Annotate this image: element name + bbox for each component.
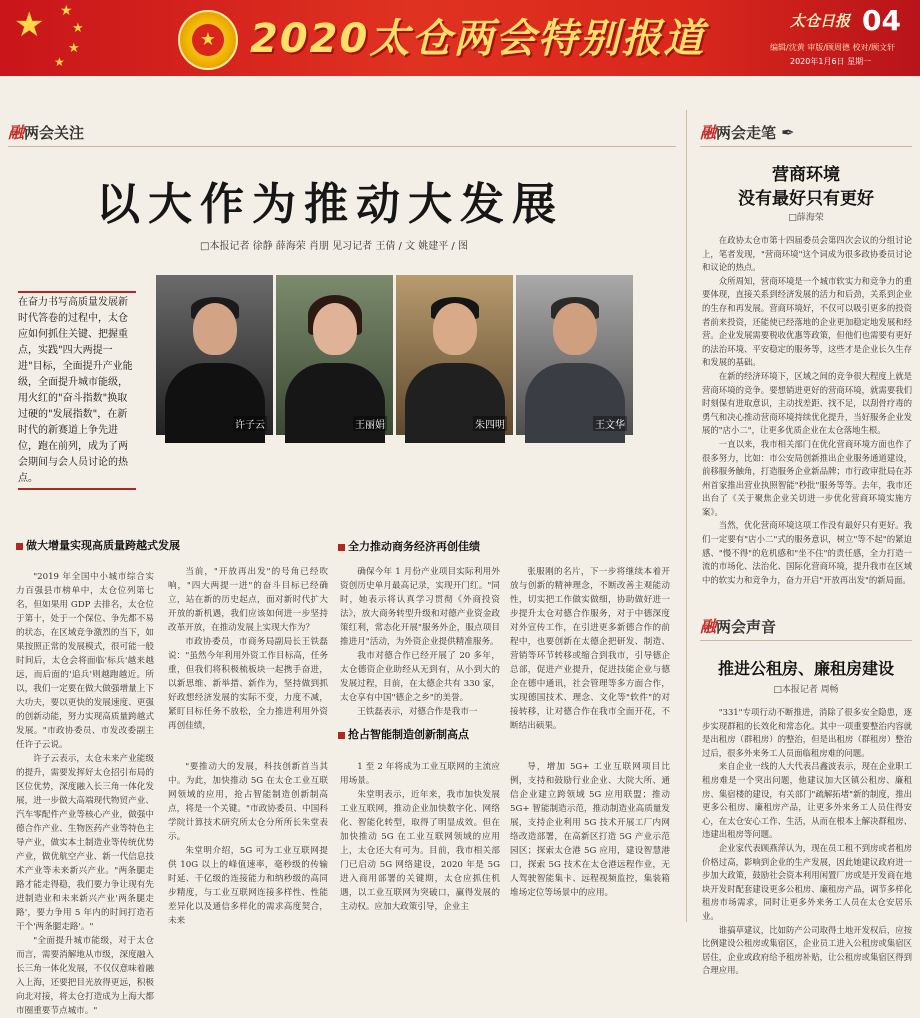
- column-3-text-bottom: [340, 760, 500, 922]
- column-3-text-top: [340, 565, 500, 715]
- subhead-growth: [16, 537, 180, 553]
- subhead-commerce: [338, 538, 480, 554]
- photo-caption: 王丽娟: [353, 416, 387, 431]
- main-headline: 以大作为推动大发展: [96, 179, 564, 230]
- paragraph: 王铁磊表示，对德合作是我市一: [357, 707, 478, 717]
- paragraph: 众所周知，营商环境是一个城市软实力和竞争力的重要体现，直接关系到经济发展的活力和后劲，关系到企业的生存和再发展。营商环境好，不仅可以吸引更多的投资者前来投资，还能使已经落地的企业更加稳定地发展和经营。企业发展需要税收优惠等政策，但他们也需要有更好的法治环境、平安稳定的服务等，这些才是企业长久生存和发展的基础。: [702, 275, 912, 368]
- pen-icon: ✒: [781, 123, 795, 142]
- paragraph: 导，增加 5G+ 工业互联网项目比例，支持和鼓励行业企业、大院大所、通信企业建立跨领域 5G 应用联盟；推动 5G+ 智能制造示范，推动制造业高质量发展，支持企业利用 5G 技术开展工厂内网络改造部署，在高新区打造 5G 产业示范园区；探索太仓港 5G 应用，建设智慧港口，探索 5G 技术在太仓港远程作业，无人驾驶智能集卡、远程视频监控，集装箱堆场定位等场景中的应用。: [510, 762, 670, 898]
- divider: [700, 640, 912, 641]
- bullet-square-icon: [338, 732, 345, 739]
- special-report-title: 2020太仓两会特别报道: [250, 16, 706, 62]
- paragraph: 在新的经济环境下，区域之间的竞争很大程度上就是营商环境的竞争。要想销进更好的营商环境，就需要我们时刻保有进取意识，主动找差距、找不足，以刮骨疗毒的勇气和决心推动营商环境持续优化提升，当好服务企业发展的"店小二"，让更多优质企业在太仓落地生根。: [702, 370, 912, 436]
- paragraph: "331"专项行动不断推进，消除了很多安全隐患，逐步实现群租的长效化和常态化。其中一项重要整治内容就是出租房（群租房）的整治，但是出租房（群租房）整治过后，很多外来务工人员面临租房难的问题。: [702, 707, 912, 758]
- paragraph: 在政协太仓市第十四届委员会第四次会议的分组讨论上，笔者发现，"营商环境"这个词成为很多政协委员讨论和议论的热点。: [702, 235, 912, 273]
- paragraph: 市政协委员，市商务局副局长王铁磊说："虽然今年利用外资工作目标高，任务重，但我们将积极梳板块一起携手奋进，以新思维、新举措、新作为，坚持做到抓好政想经济发展的实际不变，力度不减，紧盯目标任务不放松，全力推进利用外资再创佳绩，: [168, 637, 328, 731]
- photo-delegate-1: [156, 275, 273, 435]
- column-2-text-top: [168, 565, 328, 731]
- masthead: [0, 0, 920, 76]
- column-4-text-bottom: [510, 760, 670, 922]
- paragraph: 张服刚的名片，下一步将继续本着开放与创新的精神理念，不断改善主观能动性，切实把工作做实做细，协助做好进一步提升太仓对德合作服务，对于中德深度对外宣传工作，在引进更多新德合作的前程中，也要创新在太德企把研发、制造、营销等环节转移或缩合到我市，引导德企总部，促进产业提升，促进技能企业与德企在德中通讯，社会管理等多方面合作，实现德国技术、理念、文化等"软件"的对接转移，让对德合作在我市全面开花，不断结出硕果。: [510, 567, 670, 731]
- issue-date: 2020年1月6日 星期一: [790, 57, 872, 66]
- paragraph: "要推动大的发展，科技创新首当其中。为此，加快推动 5G 在太仓工业互联网领域的应用，抢占智能制造创新制高点，将是一个关键。"市政协委员、中国科学院计算技术研究所太仓分所所长朱堂表示。: [168, 762, 328, 842]
- paragraph: 朱堂明介绍，5G 可为工业互联网提供 10G 以上的峰值速率，毫秒级的传输时延、千亿级的连接能力和纳秒级的高同步精度，与工业互联网连接多样性、性能差异化以及通信多样化的需求高度契合，未来: [168, 846, 328, 926]
- large-star-icon: ★: [14, 5, 45, 45]
- housing-author: □本报记者 周畅: [773, 685, 839, 695]
- bullet-square-icon: [338, 544, 345, 551]
- paragraph: 企业家代表顾燕萍认为，现在员工租不到房或者租房价格过高，影响到企业的生产发展，因此她建议政府进一步加大政策，鼓励社会资本利用闲置厂房或是开发商在地块开发时配套建设更多公租房、廉租房产品，调节多样化租房市场需求，同时让更多外来务工人员在太仓安居乐业。: [702, 842, 912, 921]
- section-tag: 融: [8, 123, 25, 142]
- section-label: 两会关注: [24, 124, 85, 142]
- section-header-voice: [700, 614, 776, 637]
- divider: [18, 488, 136, 490]
- paragraph: "全面提升城市能级，对于太仓而言，需要消解地从市级，深度融入长三角一体化发展，不仅仅意味着融入上海，还要把目光放得更远，积极向北对接，将太仓打造成为上海大都市圈重要节点城市。": [16, 936, 154, 1016]
- photo-caption: 王文华: [593, 416, 627, 431]
- subhead-text: 做大增量实现高质量跨越式发展: [26, 539, 180, 552]
- column-2-text-bottom: [168, 760, 328, 926]
- bullet-square-icon: [16, 543, 23, 550]
- housing-title: 推进公租房、廉租房建设: [717, 659, 894, 678]
- editorial-title-line2: 没有最好只有更好: [738, 189, 874, 209]
- newspaper-name: 太仓日报: [790, 12, 851, 30]
- paragraph: 当然，优化营商环境这项工作没有最好只有更好。我们一定要有"店小二"式的服务意识，树立"等不起"的紧迫感、"慢不得"的危机感和"坐不住"的责任感，全力打造一流的市场化、法治化、国际化营商环境，提升我市在区域中的软实力和竞争力，奋力开启"开放再出发"的新局面。: [702, 520, 912, 585]
- column-1-text: [16, 570, 154, 1016]
- divider: [8, 146, 676, 147]
- photo-delegate-2: [276, 275, 393, 435]
- paragraph: 一直以来，我市相关部门在优化营商环境方面也作了很多努力，比如：市公安局创新推出企业服务通道建设，前移服务触角，打造服务企业新品牌；市行政审批局在苏州首家推出营业执照智能"秒批"服务等等。去年，我市还出台了《关于聚焦企业关切进一步优化营商环境实施方案》。: [702, 438, 912, 517]
- photo-delegate-4: [516, 275, 633, 435]
- divider: [700, 146, 912, 147]
- section-label: 两会声音: [716, 618, 777, 636]
- editorial-author: □薛海荣: [788, 213, 824, 223]
- photo-caption: 朱四明: [473, 416, 507, 431]
- section-tag: 融: [700, 123, 717, 142]
- article-intro: 在奋力书写高质量发展新时代答卷的过程中，太仓应如何抓住关键、把握重点，实践"四大两提一进"目标，全面提升产业能级，全面提升城市能级，用火红的"奋斗指数"换取过硬的"发展指数"，在新时代的新赛道上争先进位，跑在前列，成为了两会期间与会人员讨论的热点。: [18, 291, 136, 487]
- editor-credits: 编辑/沈黄 审版/顾周德 校对/顾文轩: [770, 43, 896, 52]
- page-number: 04: [862, 4, 901, 37]
- section-header-focus: [8, 120, 84, 143]
- paragraph: 来自企业一线的人大代表吕鑫波表示，现在企业职工租房难是一个突出问题，他建议加大区镇公租房、廉租房、集宿楼的建设，有关部门"疏解拓堵"新的制度，推出更多公租房、廉租房产品，让更多外来务工人员住得安心，在太仓安心工作、生活，从而在根本上解决群租房、违建出租房等问题。: [702, 761, 912, 840]
- column-4-text-top: [510, 565, 670, 731]
- column-divider: [686, 110, 687, 922]
- paragraph: 1 至 2 年将成为工业互联网的主流应用场景。: [340, 762, 500, 786]
- subhead-manufacturing: [338, 726, 469, 742]
- subhead-text: 全力推动商务经济再创佳绩: [348, 540, 480, 553]
- emblem-star-icon: ★: [192, 24, 224, 56]
- paragraph: 许子云表示，太仓未来产业能级的提升，需要发挥好太仓招引布局的区位优势，深度融入长三角一体化发展，进一步做大高端现代物贸产业、汽车零配件产业等核心产业，做强中德合作产业、生物医药产业等特色主导产业，做实本土制造业等传统优势产业，做优航空产业、新一代信息技术产业等未来新兴产业。"两条腿走路才能走得稳，我们要力争让现有先进制造业和未来新兴产业'两条腿走路'，要力争用 5 年内的时间打造若干个'两条腿走路'。": [16, 754, 154, 932]
- small-star-icon: ★: [72, 21, 84, 36]
- paragraph: 我市对德合作已经开展了 20 多年，太仓德资企业助经从无到有，从小到大的发展过程，目前，在太德企共有 330 家，太仓享有中国"德企之乡"的美誉。: [340, 651, 500, 703]
- section-label: 两会走笔: [716, 124, 777, 142]
- paragraph: 朱堂明表示，近年来，我市加快发展工业互联网，推动企业加快数字化、网络化、智能化转型，取得了明显成效。但在加快推动 5G 在工业互联网领域的应用上，太仓还大有可为。目前，我市相关部门已启动 5G 网络建设，2020 年是 5G 进入商用部署的关键期，太仓应抓住机遇，以工业互联网为突破口，赢得发展的主动权。应加大政策引导，企业主: [340, 790, 500, 912]
- housing-body: [702, 706, 912, 976]
- national-emblem-icon: [178, 10, 238, 70]
- paragraph: 当前，"开放再出发"的号角已经吹响，"四大两提一进"的奋斗目标已经确立，站在新的历史起点，面对新时代扩大开放的新机遇，我们应该如何进一步坚持改革开放，在推动发展上实现大作为？: [168, 567, 328, 633]
- byline: □本报记者 徐静 薛海荣 肖朋 见习记者 王倩 / 文 姚建平 / 图: [200, 241, 468, 252]
- photo-delegate-3: [396, 275, 513, 435]
- editorial-body: [702, 234, 912, 585]
- small-star-icon: ★: [68, 41, 80, 56]
- section-tag: 融: [700, 617, 717, 636]
- subhead-text: 抢占智能制造创新制高点: [348, 728, 469, 741]
- photo-caption: 许子云: [233, 416, 267, 431]
- small-star-icon: ★: [60, 3, 73, 19]
- paragraph: 确保今年 1 月份产业项目实际利用外资创历史单月最高记录，实现开门红。"同时，她表示将认真学习贯彻《外商投资法》，放大商务转型升级和对德产业资金政策红利，常态化开展"服务外企，服点项目推进月"活动，为外资企业提供精准服务。: [340, 567, 500, 647]
- paragraph: 谁搞草建议，比如防产公司取得土地开发权后，应按比例建设公租房或集宿区，企业员工进入公租房或集宿区居住，企业或政府给予租房补贴，让公租房或集宿区得到合理应用。: [702, 924, 912, 976]
- section-header-pen: [700, 120, 795, 143]
- paragraph: "2019 年全国中小城市综合实力百强县市榜单中，太仓位列第七名，但如果用 GDP 去排名，太仓位于第十，处于一个保位、争先都不易的状态，在区域竞争激烈的当下，如果按照正常的发展模式，很可能一般时间后，太仓会将面临'标兵'越来越远，而后面的'追兵'则越跑越近。所以，我们一定要在做大做强增量上下大功夫，要以更快的发展速度、更强的创新动能，努力实现高质量跨越式发展。"市政协委员、市发改委副主任许子云说。: [16, 572, 154, 750]
- editorial-title-line1: 营商环境: [772, 165, 840, 185]
- small-star-icon: ★: [54, 55, 65, 69]
